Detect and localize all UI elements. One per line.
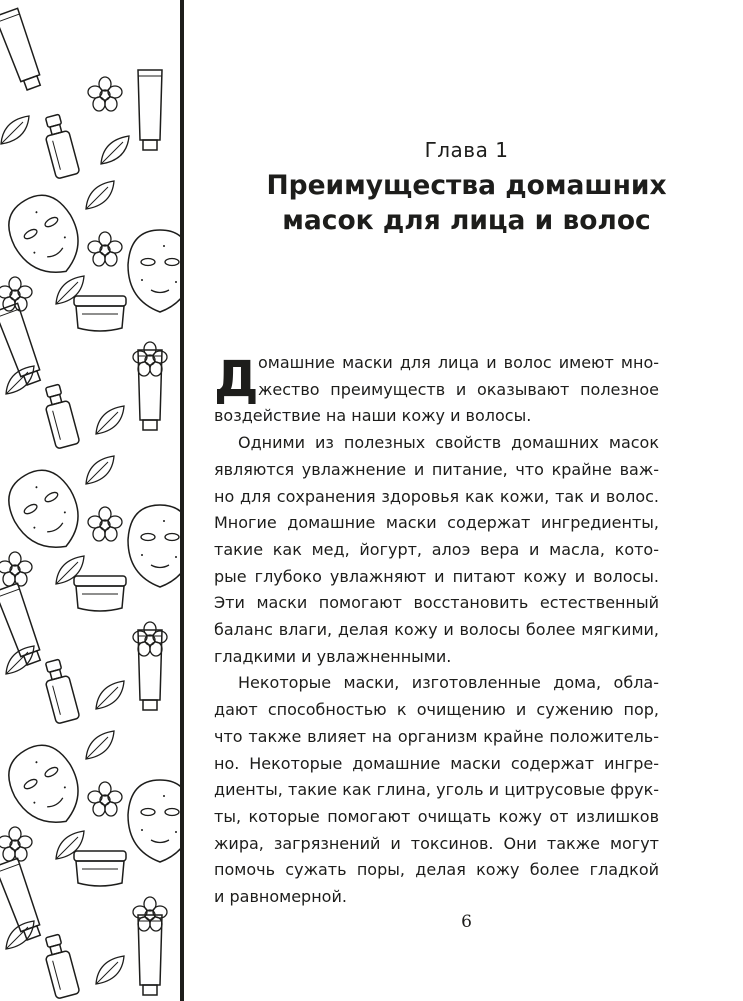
text-line: дают способностью к очищению и сужению пор,	[214, 700, 659, 720]
text-line: диенты, такие как глина, уголь и цитрусовые фрук-	[214, 780, 659, 800]
text-line: что также влияет на организм крайне положитель-	[214, 726, 659, 746]
chapter-title-line: Преимущества домашних	[266, 170, 667, 201]
text-line: и равномерной.	[214, 887, 347, 907]
decorative-pattern-strip	[0, 0, 184, 1001]
text-line: жество преимуществ и оказывают полезное	[258, 379, 659, 399]
page-number: 6	[461, 912, 472, 932]
paragraph-1	[214, 350, 659, 430]
paragraph-2	[214, 430, 659, 670]
text-line: но. Некоторые домашние маски содержат ингре-	[214, 753, 659, 773]
text-line: ты, которые помогают очищать кожу от излишков	[214, 806, 659, 826]
text-line: Одними из полезных свойств домашних масок	[238, 433, 659, 453]
drop-cap: Д	[214, 350, 259, 408]
cosmetics-pattern	[0, 0, 180, 1001]
text-line-content: омашние маски для лица и волос имеют мно-	[258, 353, 659, 372]
text-line: воздействие на наши кожу и волосы.	[214, 406, 532, 426]
text-line: являются увлажнение и питание, что крайне важ-	[214, 459, 659, 479]
text-line: жира, загрязнений и токсинов. Они также могут	[214, 833, 659, 853]
body-text	[214, 350, 659, 911]
chapter-title-line: масок для лица и волос	[282, 205, 651, 236]
text-line: Некоторые маски, изготовленные дома, обла-	[238, 673, 659, 693]
text-line: гладкими и увлажненными.	[214, 646, 452, 666]
text-line: такие как мед, йогурт, алоэ вера и масла, кото-	[214, 539, 659, 559]
chapter-title	[190, 168, 743, 238]
pattern-tile-1	[0, 8, 180, 999]
text-line: но для сохранения здоровья как кожи, так и волос.	[214, 486, 659, 506]
text-line: помочь сужать поры, делая кожу более гладкой	[214, 860, 659, 880]
text-line: рые глубоко увлажняют и питают кожу и волосы.	[214, 566, 659, 586]
paragraph-3	[214, 670, 659, 910]
chapter-label: Глава 1	[424, 138, 509, 162]
text-line: Эти маски помогают восстановить естественный	[214, 593, 659, 613]
text-line: баланс влаги, делая кожу и волосы более мягкими,	[214, 620, 659, 640]
text-line: Многие домашние маски содержат ингредиенты,	[214, 513, 659, 533]
